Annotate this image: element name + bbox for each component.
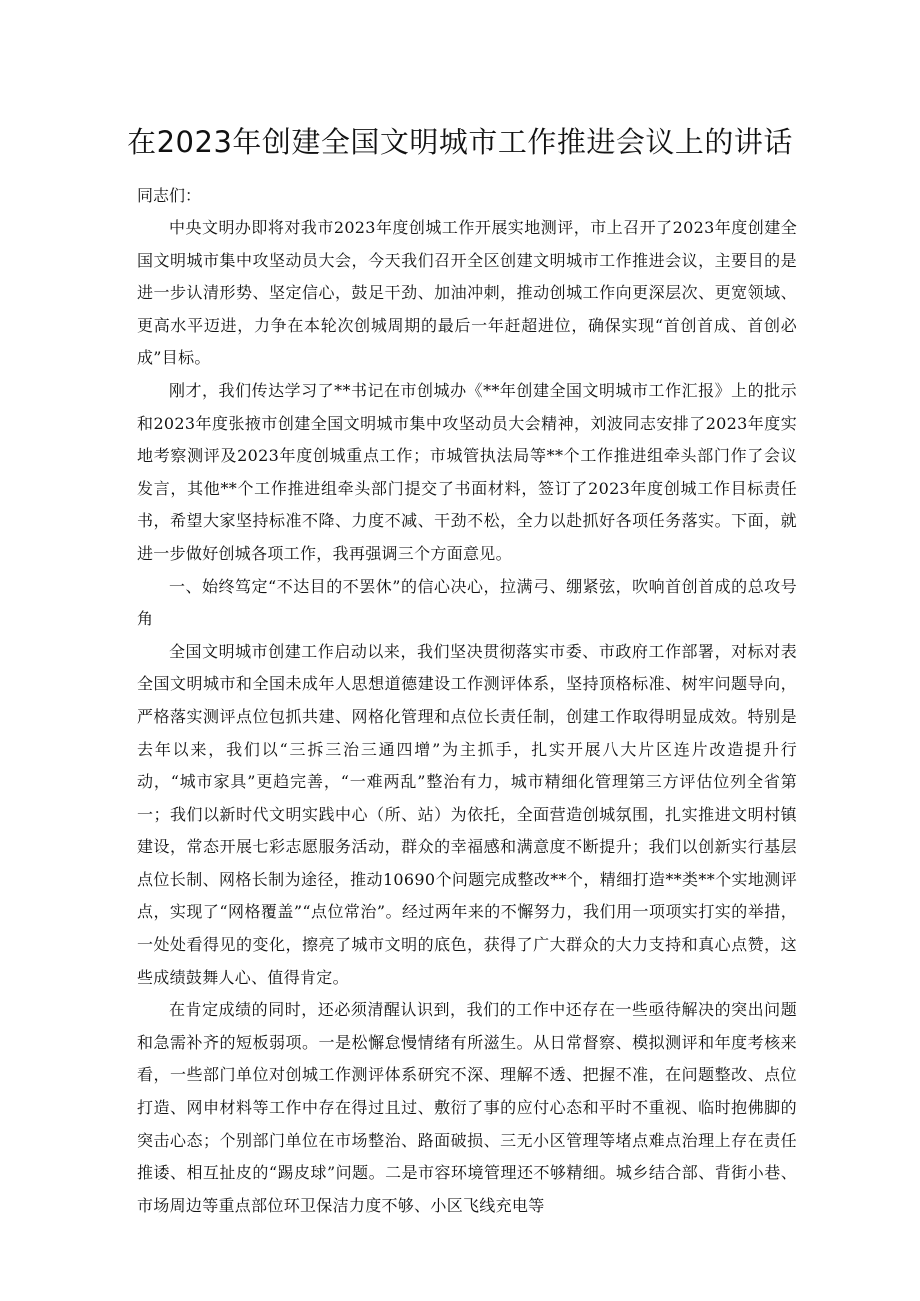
paragraph-achievements: 全国文明城市创建工作启动以来，我们坚决贯彻落实市委、市政府工作部署，对标对表全国文明城市和全国未成年人思想道德建设工作测评体系，坚持顶格标准、树牢问题导向，严格落实测评点位包抓共建、网格化管理和点位长责任制，创建工作取得明显成效。特别是去年以来，我们以“三拆三治三通四增”为主抓手，扎实开展八大片区连片改造提升行动，“城市家具”更趋完善，“一难两乱”整治有力，城市精细化管理第三方评估位列全省第一；我们以新时代文明实践中心（所、站）为依托，全面营造创城氛围，扎实推进文明村镇建设，常态开展七彩志愿服务活动，群众的幸福感和满意度不断提升；我们以创新实行基层点位长制、网格长制为途径，推动10690个问题完成整改**个，精细打造**类**个实地测评点，实现了“网格覆盖”“点位常治”。经过两年来的不懈努力，我们用一项项实打实的举措，一处处看得见的变化，擦亮了城市文明的底色，获得了广大群众的大力支持和真心点赞，这些成绩鼓舞人心、值得肯定。 — [137, 641, 797, 987]
section-heading-one: 一、始终笃定“不达目的不罢休”的信心决心，拉满弓、绷紧弦，吹响首创首成的总攻号角 — [137, 576, 797, 629]
document-title: 在2023年创建全国文明城市工作推进会议上的讲话 — [127, 125, 793, 159]
paragraph-summary: 刚才，我们传达学习了**书记在市创城办《**年创建全国文明城市工作汇报》上的批示和2023年度张掖市创建全国文明城市集中攻坚动员大会精神，刘波同志安排了2023年度实地考察测评及2023年度创城重点工作；市城管执法局等**个工作推进组牵头部门作了会议发言，其他**个工作推进组牵头部门提交了书面材料，签订了2023年度创城工作目标责任书，希望大家坚持标准不降、力度不减、干劲不松，全力以赴抓好各项任务落实。下面，就进一步做好创城各项工作，我再强调三个方面意见。 — [137, 380, 797, 563]
salutation: 同志们： — [137, 186, 202, 205]
paragraph-intro: 中央文明办即将对我市2023年度创城工作开展实地测评，市上召开了2023年度创建全国文明城市集中攻坚动员大会，今天我们召开全区创建文明城市工作推进会议，主要目的是进一步认清形势、坚定信心，鼓足干劲、加油冲刺，推动创城工作向更深层次、更宽领域、更高水平迈进，力争在本轮次创城周期的最后一年赶超进位，确保实现“首创首成、首创必成”目标。 — [137, 218, 797, 368]
document-body — [137, 180, 797, 1222]
paragraph-problems: 在肯定成绩的同时，还必须清醒认识到，我们的工作中还存在一些亟待解决的突出问题和急需补齐的短板弱项。一是松懈怠慢情绪有所滋生。从日常督察、模拟测评和年度考核来看，一些部门单位对创城工作测评体系研究不深、理解不透、把握不准，在问题整改、点位打造、网申材料等工作中存在得过且过、敷衍了事的应付心态和平时不重视、临时抱佛脚的突击心态；个别部门单位在市场整治、路面破损、三无小区管理等堵点难点治理上存在责任推诿、相互扯皮的“踢皮球”问题。二是市容环境管理还不够精细。城乡结合部、背街小巷、市场周边等重点部位环卫保洁力度不够、小区飞线充电等 — [137, 1000, 797, 1215]
